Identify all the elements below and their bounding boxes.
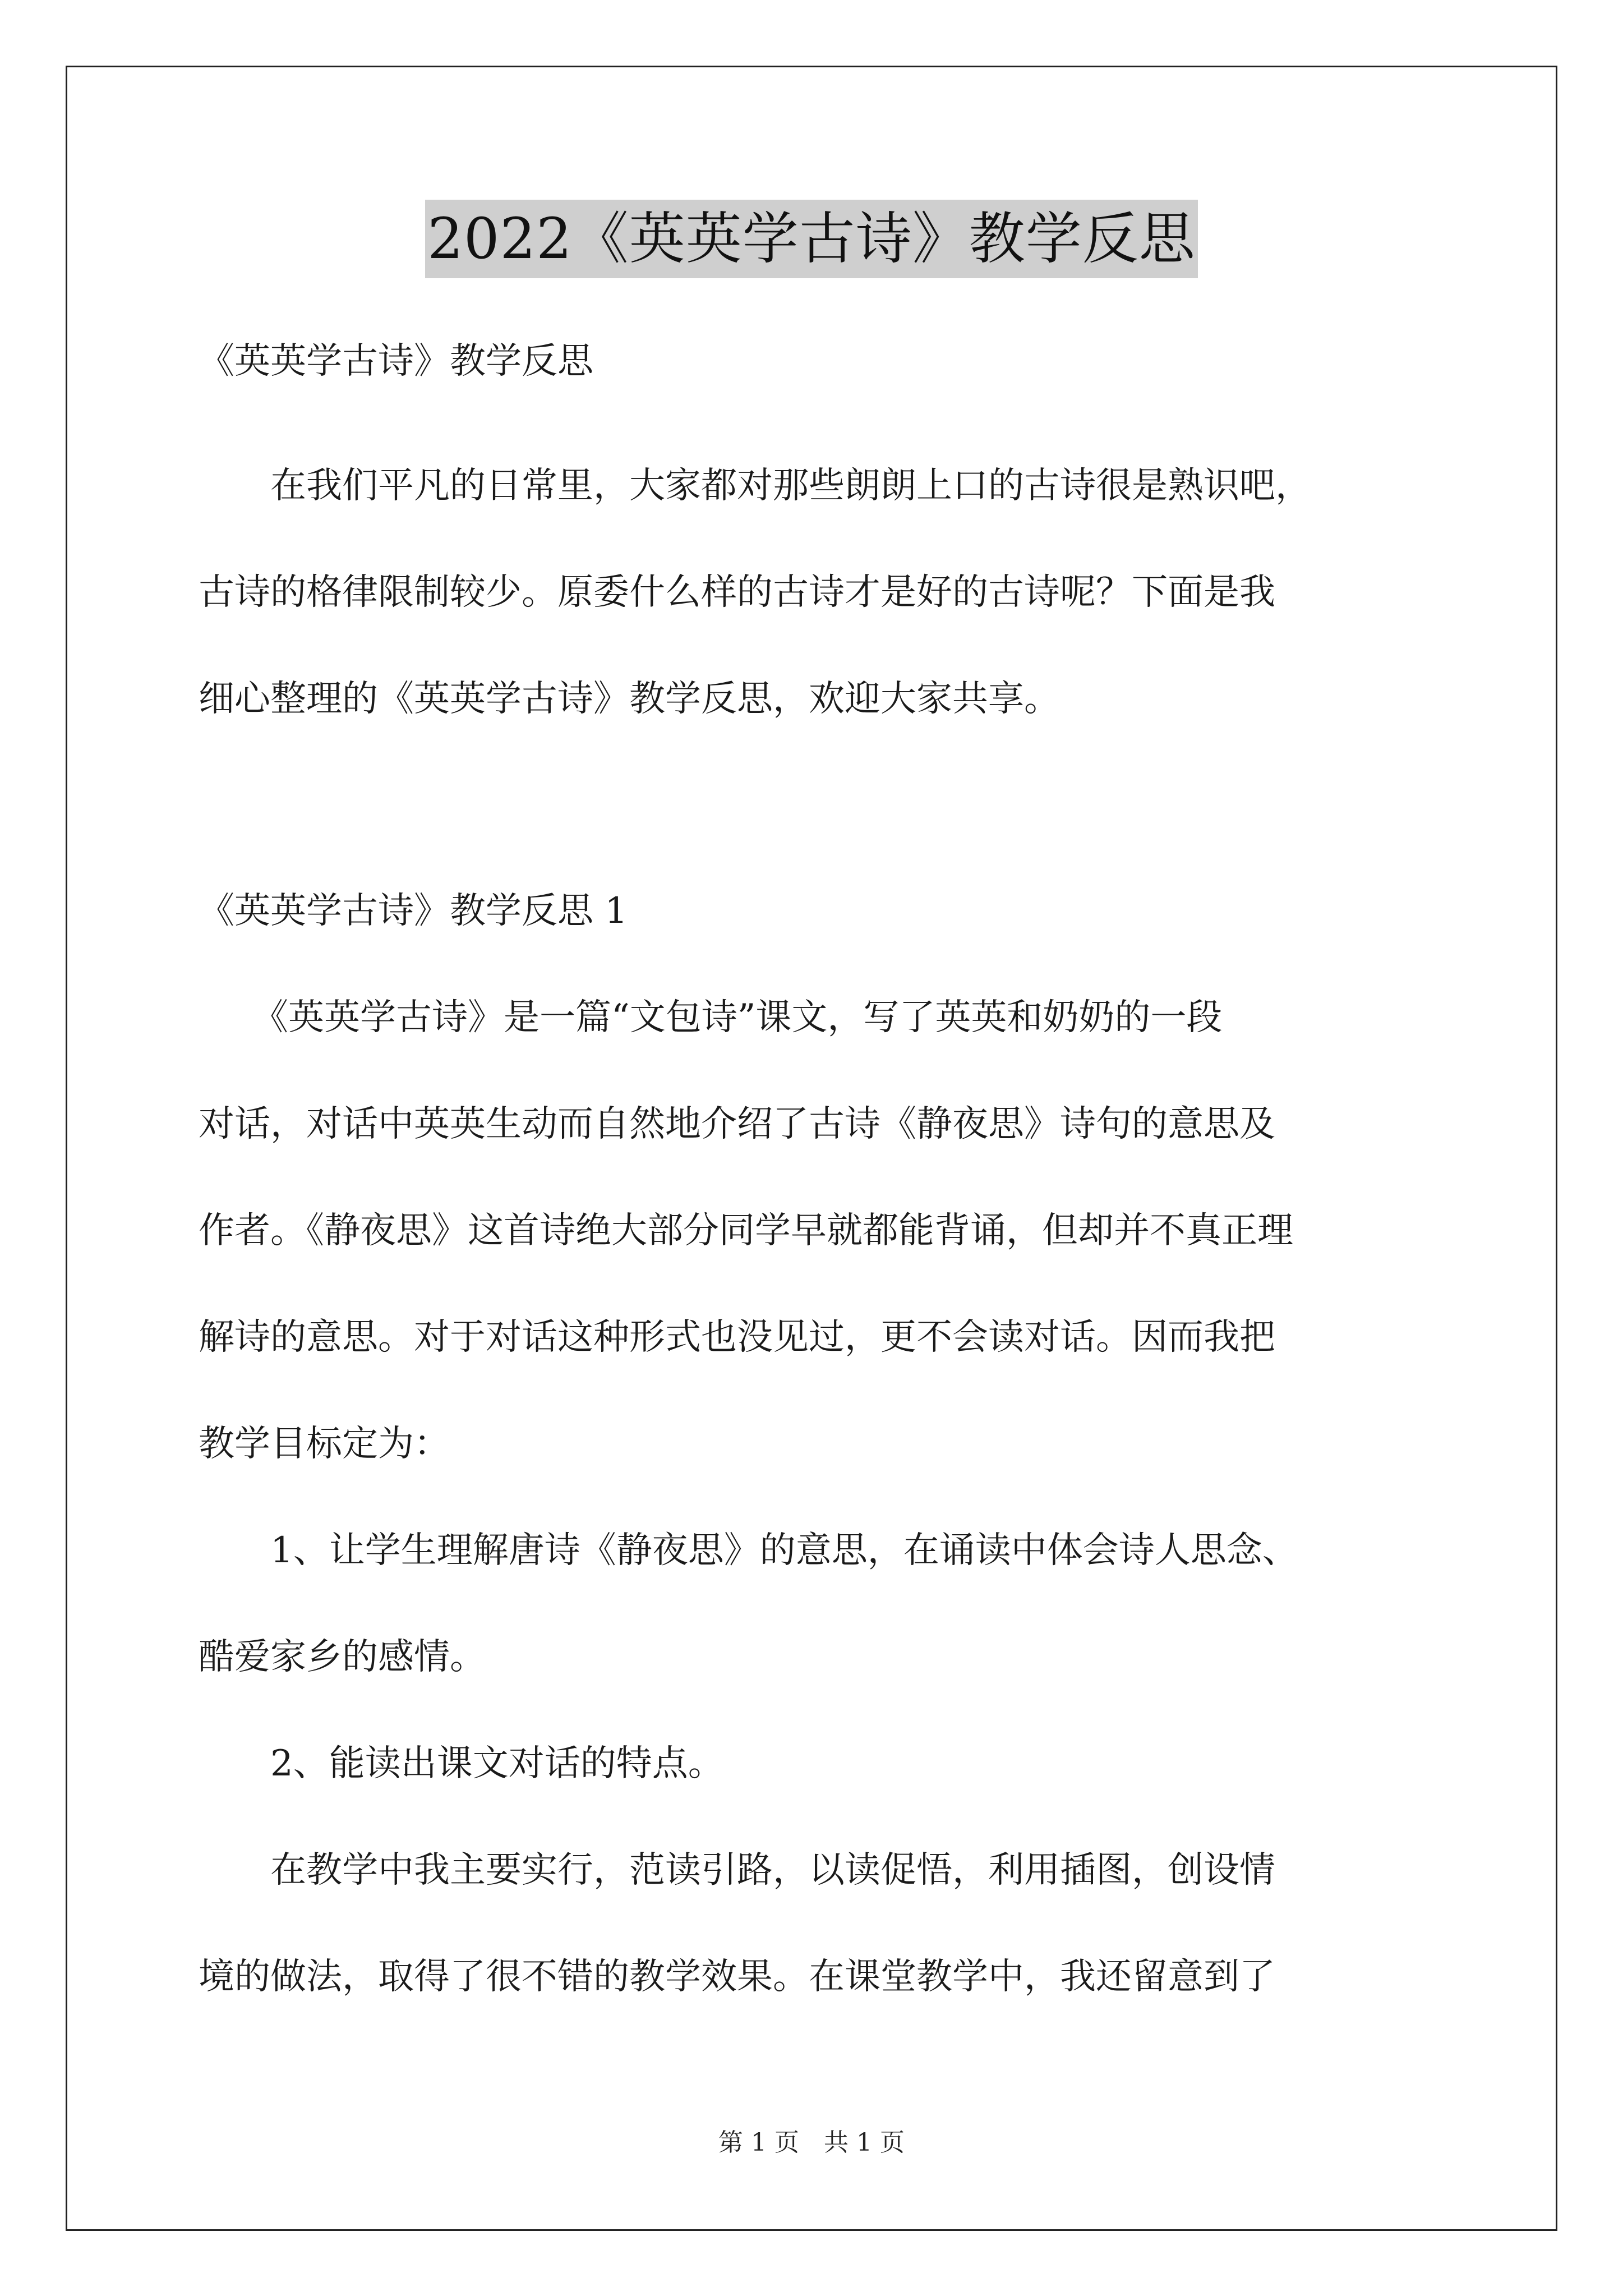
text-line-subtitle: 《英英学古诗》教学反思 bbox=[199, 341, 593, 382]
text-line: 在教学中我主要实行，范读引路，以读促悟，利用插图，创设情 bbox=[199, 1849, 1275, 1891]
text-line: 古诗的格律限制较少。原委什么样的古诗才是好的古诗呢？下面是我 bbox=[199, 572, 1275, 613]
text-line: 解诗的意思。对于对话这种形式也没见过，更不会读对话。因而我把 bbox=[199, 1317, 1275, 1358]
text-line: 境的做法，取得了很不错的教学效果。在课堂教学中，我还留意到了 bbox=[199, 1956, 1275, 1998]
text-line: 对话，对话中英英生动而自然地介绍了古诗《静夜思》诗句的意思及 bbox=[199, 1103, 1275, 1145]
text-line: 1、让学生理解唐诗《静夜思》的意思，在诵读中体会诗人思念、 bbox=[199, 1530, 1298, 1571]
text-line: 《英英学古诗》是一篇“文包诗”课文，写了英英和奶奶的一段 bbox=[199, 997, 1223, 1038]
text-line: 作者。《静夜思》这首诗绝大部分同学早就都能背诵，但却并不真正理 bbox=[199, 1210, 1293, 1251]
text-line: 细心整理的《英英学古诗》教学反思，欢迎大家共享。 bbox=[199, 678, 1060, 720]
text-line: 酷爱家乡的感情。 bbox=[199, 1636, 486, 1678]
text-line: 在我们平凡的日常里，大家都对那些朗朗上口的古诗很是熟识吧， bbox=[199, 465, 1311, 507]
text-line: 2、能读出课文对话的特点。 bbox=[199, 1743, 724, 1784]
title-container bbox=[0, 200, 1623, 278]
text-line-section-heading: 《英英学古诗》教学反思 1 bbox=[199, 890, 628, 932]
document-title: 2022《英英学古诗》教学反思 bbox=[425, 200, 1198, 278]
text-line: 教学目标定为： bbox=[199, 1423, 450, 1465]
page-footer: 第 1 页 共 1 页 bbox=[718, 2128, 905, 2157]
